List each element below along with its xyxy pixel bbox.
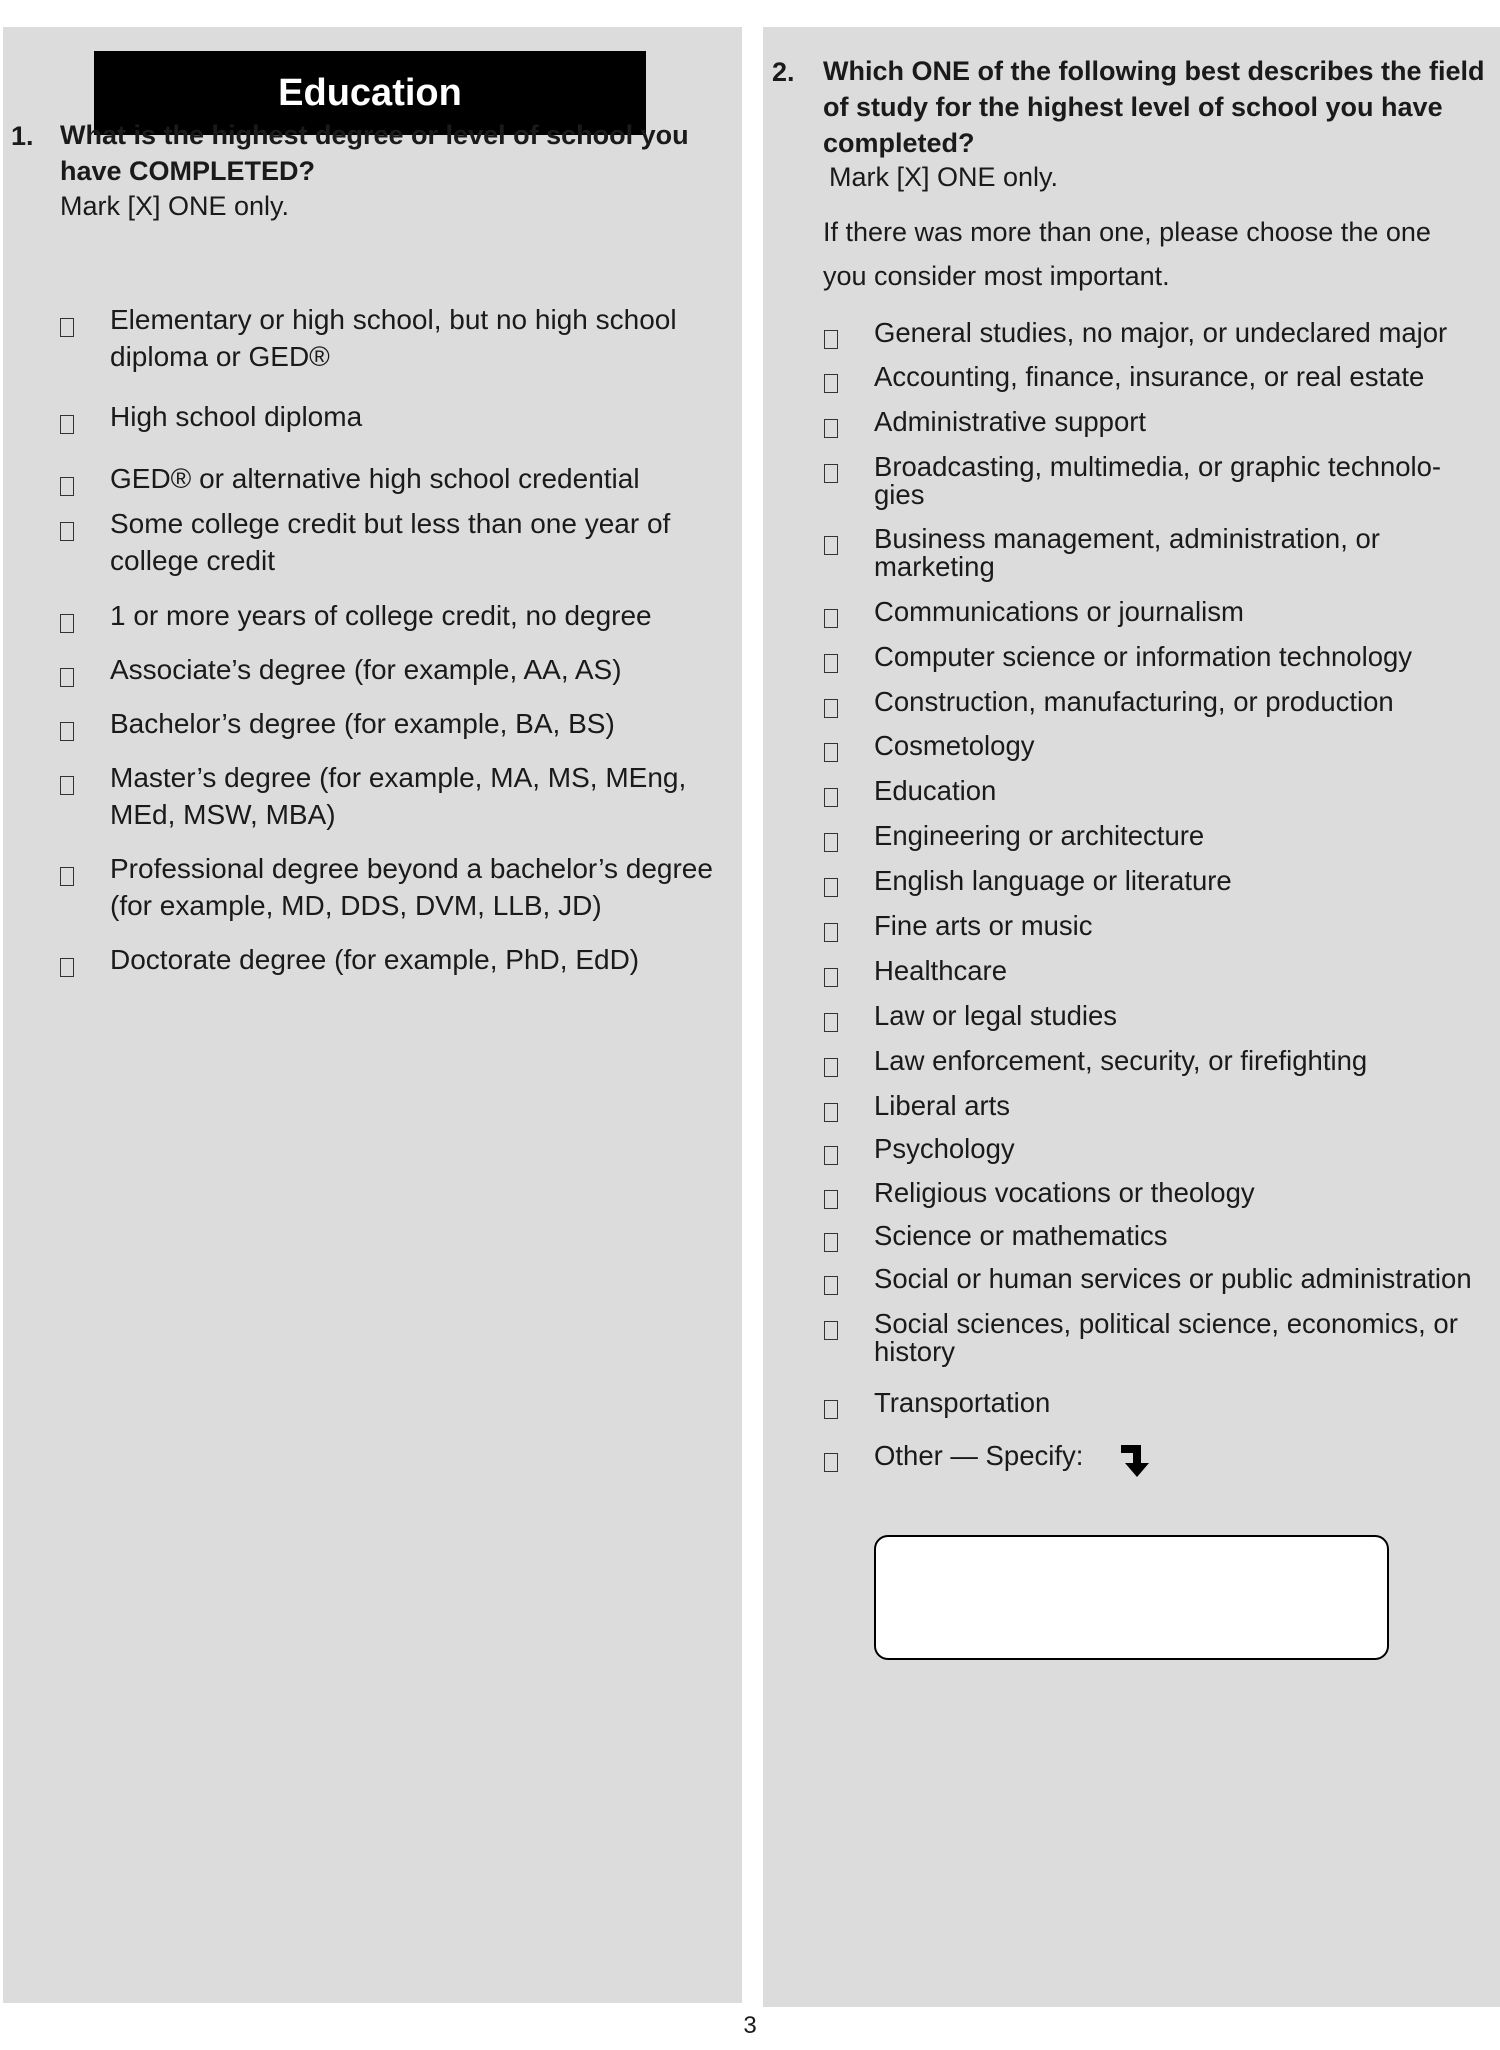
label-line: MEd, MSW, MBA): [110, 799, 336, 830]
q2-option-broadcasting-label: [874, 453, 1441, 509]
q2-option-other[interactable]: [824, 1444, 838, 1472]
checkbox[interactable]: [824, 878, 838, 897]
q2-option-computer-science[interactable]: [824, 645, 838, 673]
q1-option-bachelors[interactable]: [60, 713, 74, 741]
question-1-text: [60, 117, 689, 189]
q2-option-broadcasting[interactable]: [824, 455, 838, 483]
label-line: Social sciences, political science, economics, or: [874, 1308, 1458, 1339]
checkbox[interactable]: [824, 1453, 838, 1472]
checkbox[interactable]: [824, 1058, 838, 1077]
q2-option-engineering[interactable]: [824, 824, 838, 852]
checkbox[interactable]: [824, 330, 838, 349]
q2-option-construction[interactable]: [824, 690, 838, 718]
checkbox[interactable]: [824, 1146, 838, 1165]
question-2-note-line1: If there was more than one, please choose the one: [823, 217, 1431, 247]
q2-option-general-studies[interactable]: [824, 321, 838, 349]
question-2-text: [823, 53, 1485, 161]
checkbox[interactable]: [824, 536, 838, 555]
q1-option-high-school-diploma-label: High school diploma: [110, 401, 363, 432]
q2-option-law-enforcement[interactable]: [824, 1049, 838, 1077]
checkbox[interactable]: [824, 464, 838, 483]
checkbox[interactable]: [824, 419, 838, 438]
q1-option-one-year-college-label: 1 or more years of college credit, no degree: [110, 600, 652, 631]
q2-option-social-sciences-label: [874, 1310, 1458, 1366]
checkbox[interactable]: [824, 968, 838, 987]
question-1-text-line2: have COMPLETED?: [60, 156, 316, 186]
q1-option-some-college-label: [110, 505, 670, 579]
left-column: [3, 27, 742, 2003]
q1-option-professional-label: [110, 850, 713, 924]
q2-option-education-label: Education: [874, 775, 997, 806]
label-line: diploma or GED®: [110, 341, 330, 372]
q2-option-cosmetology-label: Cosmetology: [874, 730, 1035, 761]
checkbox[interactable]: [60, 958, 74, 977]
label-line: gies: [874, 479, 925, 510]
label-line: college credit: [110, 545, 275, 576]
q2-option-administrative-support[interactable]: [824, 410, 838, 438]
label-line: Professional degree beyond a bachelor’s degree: [110, 853, 713, 884]
q2-option-social-services[interactable]: [824, 1267, 838, 1295]
checkbox[interactable]: [824, 609, 838, 628]
q1-option-elementary[interactable]: [60, 309, 74, 337]
q2-option-general-studies-label: General studies, no major, or undeclared major: [874, 317, 1448, 348]
checkbox[interactable]: [824, 788, 838, 807]
q2-option-computer-science-label: Computer science or information technology: [874, 641, 1413, 672]
checkbox[interactable]: [824, 833, 838, 852]
label-line: Elementary or high school, but no high school: [110, 304, 677, 335]
arrow-down-right-icon: [1119, 1441, 1155, 1479]
question-1-instruction: Mark [X] ONE only.: [60, 191, 290, 221]
q2-option-cosmetology[interactable]: [824, 734, 838, 762]
section-header: Education: [94, 51, 646, 135]
checkbox[interactable]: [824, 923, 838, 942]
checkbox[interactable]: [824, 1013, 838, 1032]
q2-option-accounting-label: Accounting, finance, insurance, or real estate: [874, 361, 1425, 392]
label-line: Broadcasting, multimedia, or graphic technolo-: [874, 451, 1442, 482]
q1-option-one-year-college[interactable]: [60, 605, 74, 633]
q2-option-fine-arts-label: Fine arts or music: [874, 910, 1093, 941]
question-2-note-line2: you consider most important.: [823, 261, 1170, 291]
q1-option-masters-label: [110, 759, 686, 833]
q2-option-law[interactable]: [824, 1004, 838, 1032]
checkbox[interactable]: [60, 522, 74, 541]
checkbox[interactable]: [60, 318, 74, 337]
q1-option-bachelors-label: Bachelor’s degree (for example, BA, BS): [110, 708, 615, 739]
q1-option-doctorate-label: Doctorate degree (for example, PhD, EdD): [110, 944, 640, 975]
q2-option-law-enforcement-label: Law enforcement, security, or firefighting: [874, 1045, 1368, 1076]
q2-option-communications[interactable]: [824, 600, 838, 628]
checkbox[interactable]: [824, 374, 838, 393]
q2-option-construction-label: Construction, manufacturing, or production: [874, 686, 1394, 717]
q2-option-communications-label: Communications or journalism: [874, 596, 1244, 627]
q2-option-business-label: [874, 525, 1380, 581]
label-line: marketing: [874, 551, 995, 582]
q1-option-ged[interactable]: [60, 468, 74, 496]
q1-option-professional[interactable]: [60, 858, 74, 886]
checkbox[interactable]: [824, 1321, 838, 1340]
q2-option-other-label: Other — Specify:: [874, 1440, 1084, 1471]
q1-option-masters[interactable]: [60, 767, 74, 795]
other-specify-field[interactable]: [874, 1535, 1389, 1660]
question-2-number: 2.: [772, 57, 795, 87]
q2-option-healthcare[interactable]: [824, 959, 838, 987]
q1-option-ged-label: GED® or alternative high school credential: [110, 463, 640, 494]
q2-option-psychology-label: Psychology: [874, 1133, 1015, 1164]
q2-option-engineering-label: Engineering or architecture: [874, 820, 1205, 851]
checkbox[interactable]: [60, 668, 74, 687]
question-2-text-line2: of study for the highest level of school you have: [823, 92, 1443, 122]
checkbox[interactable]: [824, 1233, 838, 1252]
q2-option-business[interactable]: [824, 527, 838, 555]
q1-option-associates-label: Associate’s degree (for example, AA, AS): [110, 654, 622, 685]
q2-option-liberal-arts[interactable]: [824, 1094, 838, 1122]
label-line: Some college credit but less than one year of: [110, 508, 671, 539]
q2-option-administrative-support-label: Administrative support: [874, 406, 1147, 437]
q2-option-religious-label: Religious vocations or theology: [874, 1177, 1255, 1208]
q2-option-science[interactable]: [824, 1224, 838, 1252]
checkbox[interactable]: [824, 1103, 838, 1122]
checkbox[interactable]: [60, 415, 74, 434]
q2-option-social-sciences[interactable]: [824, 1312, 838, 1340]
label-line: Master’s degree (for example, MA, MS, MEng,: [110, 762, 687, 793]
label-line: Business management, administration, or: [874, 523, 1380, 554]
q2-option-healthcare-label: Healthcare: [874, 955, 1007, 986]
q2-option-transportation-label: Transportation: [874, 1387, 1051, 1418]
q2-option-liberal-arts-label: Liberal arts: [874, 1090, 1011, 1121]
question-2-text-line3: completed?: [823, 128, 975, 158]
q1-option-doctorate[interactable]: [60, 949, 74, 977]
right-column: [763, 27, 1500, 2007]
question-2-text-line1: Which ONE of the following best describes the field: [823, 56, 1485, 86]
q2-option-english-label: English language or literature: [874, 865, 1232, 896]
question-2-note: [823, 210, 1431, 298]
question-2-instruction: Mark [X] ONE only.: [829, 162, 1059, 192]
q1-option-elementary-label: [110, 301, 677, 375]
q2-option-english[interactable]: [824, 869, 838, 897]
checkbox[interactable]: [60, 614, 74, 633]
q2-option-psychology[interactable]: [824, 1137, 838, 1165]
checkbox[interactable]: [60, 722, 74, 741]
checkbox[interactable]: [824, 743, 838, 762]
checkbox[interactable]: [60, 867, 74, 886]
q1-option-associates[interactable]: [60, 659, 74, 687]
q1-option-high-school-diploma[interactable]: [60, 406, 74, 434]
q2-option-social-services-label: Social or human services or public administration: [874, 1263, 1472, 1294]
checkbox[interactable]: [824, 654, 838, 673]
q2-option-fine-arts[interactable]: [824, 914, 838, 942]
label-line: (for example, MD, DDS, DVM, LLB, JD): [110, 890, 602, 921]
page-number: 3: [743, 2012, 757, 2039]
q2-option-accounting[interactable]: [824, 365, 838, 393]
checkbox[interactable]: [824, 699, 838, 718]
q2-option-religious[interactable]: [824, 1181, 838, 1209]
q1-option-some-college[interactable]: [60, 513, 74, 541]
checkbox[interactable]: [60, 776, 74, 795]
q2-option-education[interactable]: [824, 779, 838, 807]
q2-option-science-label: Science or mathematics: [874, 1220, 1168, 1251]
q2-option-law-label: Law or legal studies: [874, 1000, 1118, 1031]
checkbox[interactable]: [824, 1190, 838, 1209]
question-1-number: 1.: [11, 121, 34, 151]
label-line: history: [874, 1336, 955, 1367]
checkbox[interactable]: [60, 477, 74, 496]
question-1-text-line1: What is the highest degree or level of school you: [60, 120, 689, 150]
q2-option-transportation[interactable]: [824, 1391, 838, 1419]
checkbox[interactable]: [824, 1400, 838, 1419]
checkbox[interactable]: [824, 1276, 838, 1295]
